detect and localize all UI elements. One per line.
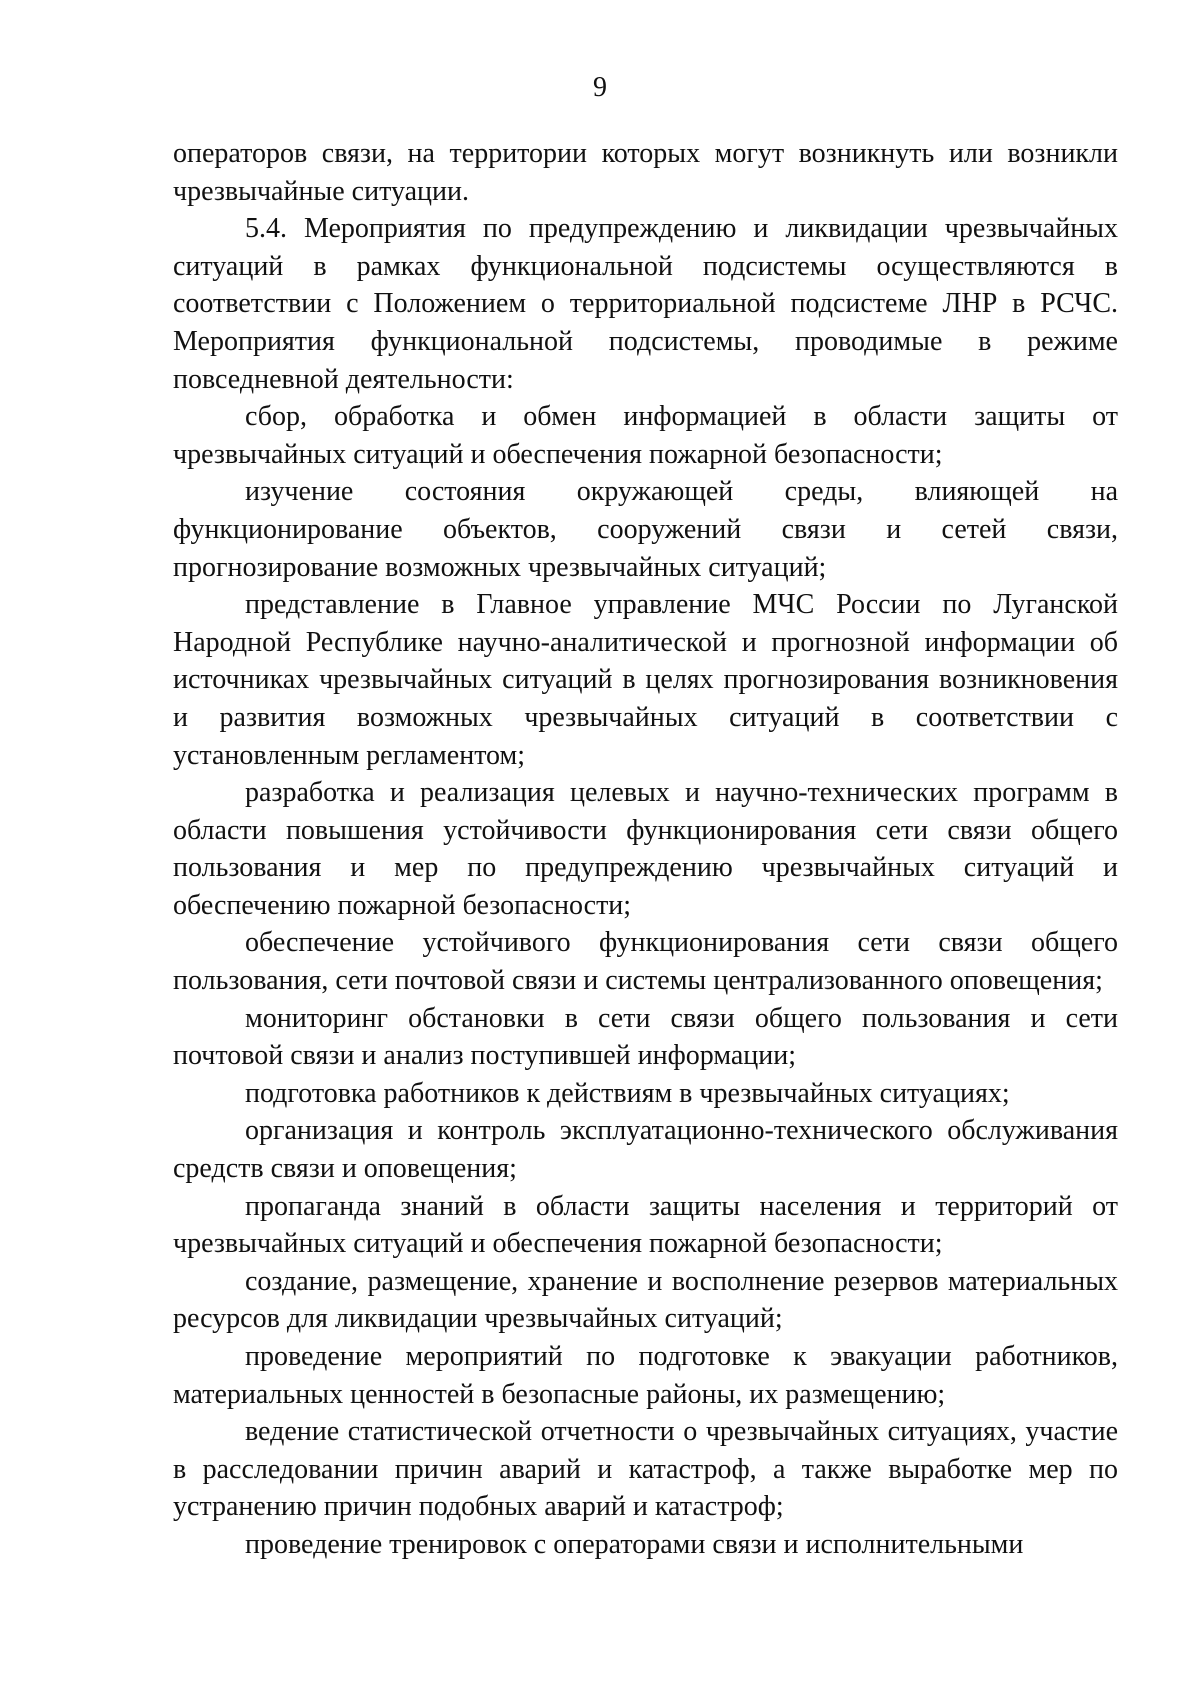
list-item: создание, размещение, хранение и восполнение резервов материальных ресурсов для ликвидации чрезвычайных ситуаций;	[173, 1265, 1118, 1335]
list-item: проведение мероприятий по подготовке к эвакуации работников, материальных ценностей в безопасные районы, их размещению;	[173, 1341, 1118, 1410]
list-item: ведение статистической отчетности о чрезвычайных ситуациях, участие в расследовании причин аварий и катастроф, а также выработке мер по устранению причин подобных аварий и катастроф;	[173, 1416, 1118, 1523]
page-number: 9	[593, 72, 607, 103]
list-item: мониторинг обстановки в сети связи общего пользования и сети почтовой связи и анализ поступившей информации;	[173, 1002, 1118, 1072]
list-item: изучение состояния окружающей среды, влияющей на функционирование объектов, сооружений связи и сетей связи, прогнозирование возможных чрезвычайных ситуаций;	[173, 476, 1118, 583]
paragraph: операторов связи, на территории которых могут возникнуть или возникли чрезвычайные ситуации.	[173, 138, 1118, 207]
paragraph: 5.4. Мероприятия по предупреждению и ликвидации чрезвычайных ситуаций в рамках функциональной подсистемы осуществляются в соответствии с Положением о территориальной подсистеме ЛНР в РСЧС. Мероприятия функциональной подсистемы, проводимые в режиме повседневной деятельности:	[173, 213, 1118, 395]
list-item: обеспечение устойчивого функционирования сети связи общего пользования, сети почтовой связи и системы централизованного оповещения;	[173, 927, 1118, 997]
list-item: пропаганда знаний в области защиты населения и территорий от чрезвычайных ситуаций и обеспечения пожарной безопасности;	[173, 1190, 1118, 1260]
list-item: сбор, обработка и обмен информацией в области защиты от чрезвычайных ситуаций и обеспечения пожарной безопасности;	[173, 401, 1118, 470]
list-item: подготовка работников к действиям в чрезвычайных ситуациях;	[245, 1077, 1010, 1109]
list-item: организация и контроль эксплуатационно-технического обслуживания средств связи и оповещения;	[173, 1115, 1118, 1185]
list-item: представление в Главное управление МЧС России по Луганской Народной Республике научно-аналитической и прогнозной информации об источниках чрезвычайных ситуаций в целях прогнозирования возникновения и развития возможных чрезвычайных ситуаций в соответствии с установленным регламентом;	[173, 589, 1118, 771]
list-item: проведение тренировок с операторами связи и исполнительными	[245, 1528, 1024, 1560]
list-item: разработка и реализация целевых и научно-технических программ в области повышения устойчивости функционирования сети связи общего пользования и мер по предупреждению чрезвычайных ситуаций и обеспечению пожарной безопасности;	[173, 777, 1118, 921]
document-body	[173, 135, 1118, 1564]
